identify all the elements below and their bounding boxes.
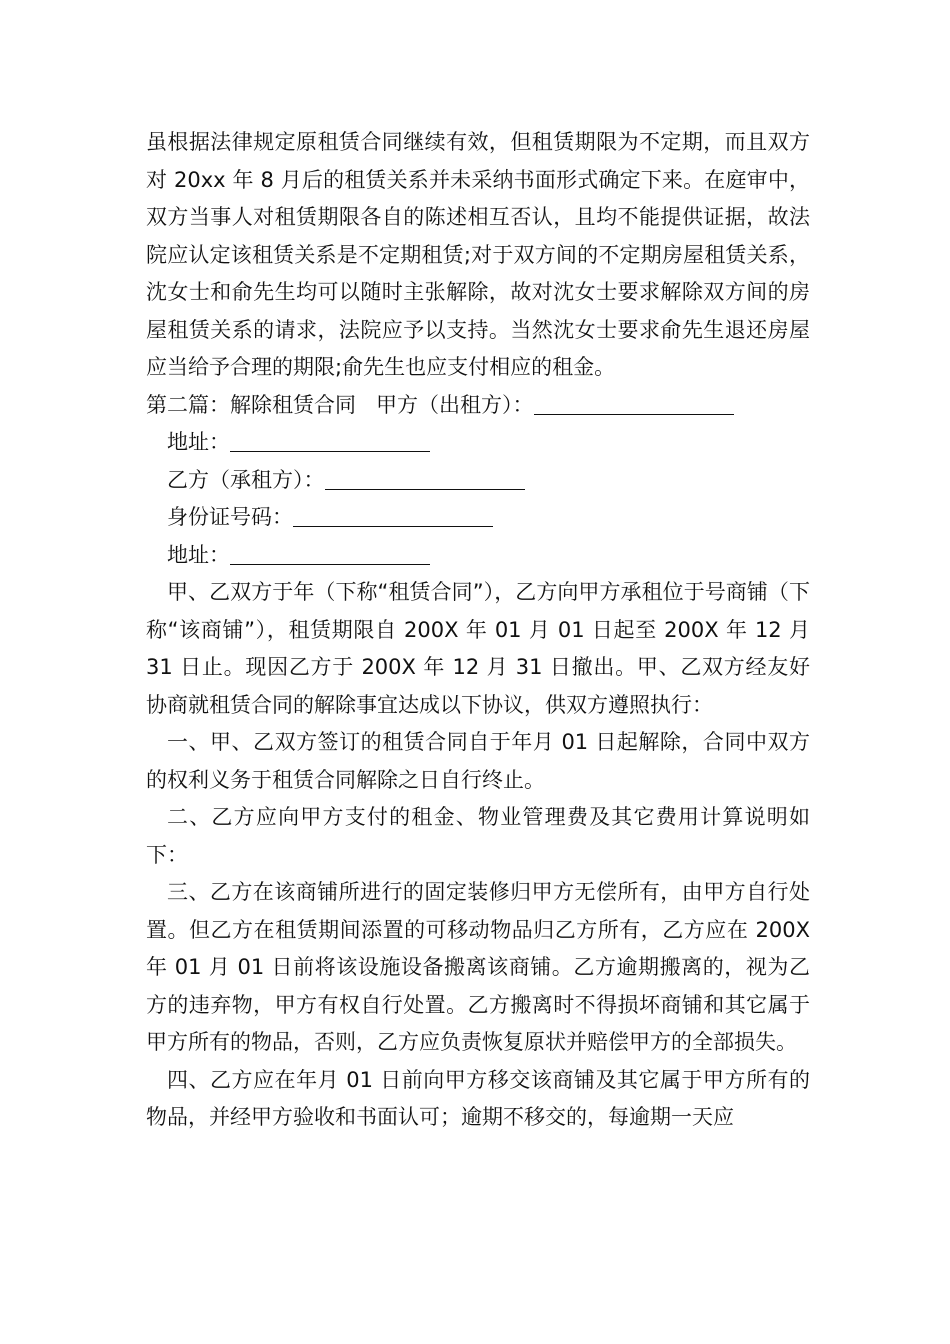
address-line-2 — [146, 537, 810, 575]
id-number-line — [146, 499, 810, 537]
intro-paragraph: 甲、乙双方于年（下称“租赁合同”），乙方向甲方承租位于号商铺（下称“该商铺”），租赁期限自 200X 年 01 月 01 日起至 200X 年 12 月 31 日止。现因乙方于 200X 年 12 月 31 日撤出。甲、乙双方经友好协商就租赁合同的解除事宜达成以下协议，供双方遵照执行： — [146, 580, 810, 717]
clause-1-paragraph: 一、甲、乙双方签订的租赁合同自于年月 01 日起解除，合同中双方的权利义务于租赁合同解除之日自行终止。 — [146, 730, 810, 792]
clause-3-paragraph: 三、乙方在该商铺所进行的固定装修归甲方无偿所有，由甲方自行处置。但乙方在租赁期间添置的可移动物品归乙方所有，乙方应在 200X 年 01 月 01 日前将该设施设备搬离该商铺。乙方逾期搬离的，视为乙方的违弃物，甲方有权自行处置。乙方搬离时不得损坏商铺和其它属于甲方所有的物品，否则，乙方应负责恢复原状并赔偿甲方的全部损失。 — [146, 880, 810, 1054]
party-b-label: 乙方（承租方）： — [167, 467, 325, 492]
party-a-blank — [534, 392, 734, 415]
address-label-1: 地址： — [167, 430, 230, 454]
title-spacer — [356, 393, 376, 417]
section-title: 第二篇：解除租赁合同 — [146, 392, 356, 417]
address-line-1 — [146, 424, 810, 462]
id-number-blank — [293, 504, 493, 527]
clause-4-paragraph: 四、乙方应在年月 01 日前向甲方移交该商铺及其它属于甲方所有的物品，并经甲方验收和书面认可；逾期不移交的，每逾期一天应 — [146, 1067, 810, 1129]
address-blank-2 — [230, 542, 430, 565]
document-body — [146, 124, 810, 1137]
id-number-label: 身份证号码： — [167, 505, 293, 529]
continuation-paragraph: 虽根据法律规定原租赁合同继续有效，但租赁期限为不定期，而且双方对 20xx 年 8 月后的租赁关系并未采纳书面形式确定下来。在庭审中，双方当事人对租赁期限各自的陈述相互否认，且均不能提供证据，故法院应认定该租赁关系是不定期租赁;对于双方间的不定期房屋租赁关系，沈女士和俞先生均可以随时主张解除，故对沈女士要求解除双方间的房屋租赁关系的请求，法院应予以支持。当然沈女士要求俞先生退还房屋应当给予合理的期限;俞先生也应支付相应的租金。 — [146, 130, 810, 379]
address-blank-1 — [230, 429, 430, 452]
party-b-line — [146, 462, 810, 500]
address-label-2: 地址： — [167, 542, 230, 567]
party-b-blank — [325, 467, 525, 490]
section-title-line — [146, 387, 810, 425]
party-a-label: 甲方（出租方）： — [376, 392, 534, 417]
clause-2-paragraph: 二、乙方应向甲方支付的租金、物业管理费及其它费用计算说明如下： — [146, 805, 810, 867]
